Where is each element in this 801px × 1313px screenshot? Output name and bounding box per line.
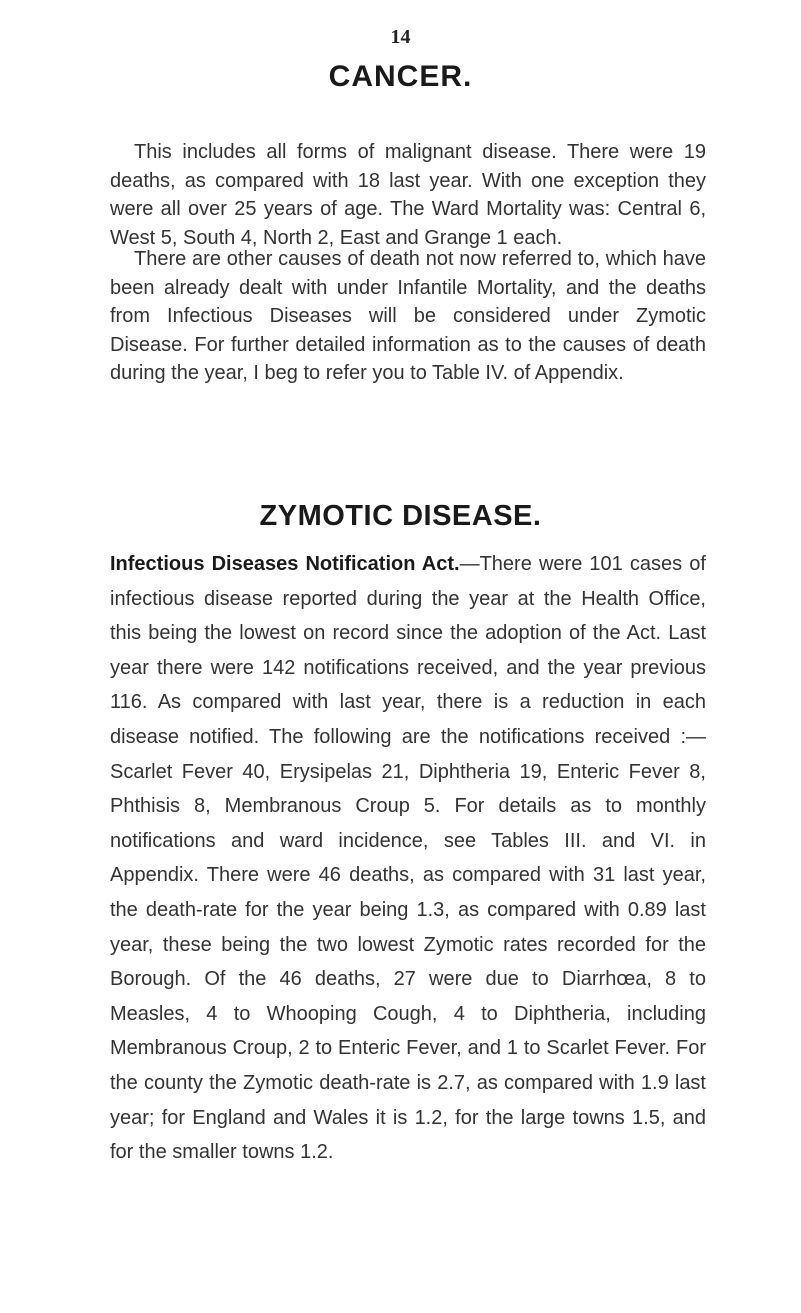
page-number: 14 [390,26,411,48]
zymotic-paragraph-1 [110,547,706,1170]
notification-act-run-in-heading: Infectious Diseases Notification Act. [110,553,460,575]
cancer-paragraph-1: This includes all forms of malignant disease. There were 19 deaths, as compared with 18 last year. With one exception they were all over 25 years of age. The Ward Mortality was: Central 6, West 5, South 4, North 2, East and Grange 1 each. [110,141,706,249]
zymotic-paragraph-body: —There were 101 cases of infectious disease reported during the year at the Health Office, this being the lowest on record since the adoption of the Act. Last year there were 142 notifications received, and the year previous 116. As compared with last year, there is a reduction in each disease notified. The following are the notifications received :—Scarlet Fever 40, Erysipelas 21, Diphtheria 19, Enteric Fever 8, Phthisis 8, Membranous Croup 5. For details as to monthly notifications and ward incidence, see Tables III. and VI. in Appendix. There were 46 deaths, as compared with 31 last year, the death-rate for the year being 1.3, as compared with 0.89 last year, these being the two lowest Zymotic rates recorded for the Borough. Of the 46 deaths, 27 were due to Diarrhœa, 8 to Measles, 4 to Whooping Cough, 4 to Diphtheria, including Membranous Croup, 2 to Enteric Fever, and 1 to Scarlet Fever. For the county the Zymotic death-rate is 2.7, as compared with 1.9 last year; for England and Wales it is 1.2, for the large towns 1.5, and for the smaller towns 1.2. [110,553,706,1164]
cancer-heading: CANCER. [328,60,473,93]
cancer-paragraph-2: There are other causes of death not now referred to, which have been already dealt with under Infantile Mortality, and the deaths from Infectious Diseases will be considered under Zymotic Disease. For further detailed information as to the causes of death during the year, I beg to refer you to Table IV. of Appendix. [110,248,706,384]
zymotic-disease-heading: ZYMOTIC DISEASE. [259,500,542,532]
